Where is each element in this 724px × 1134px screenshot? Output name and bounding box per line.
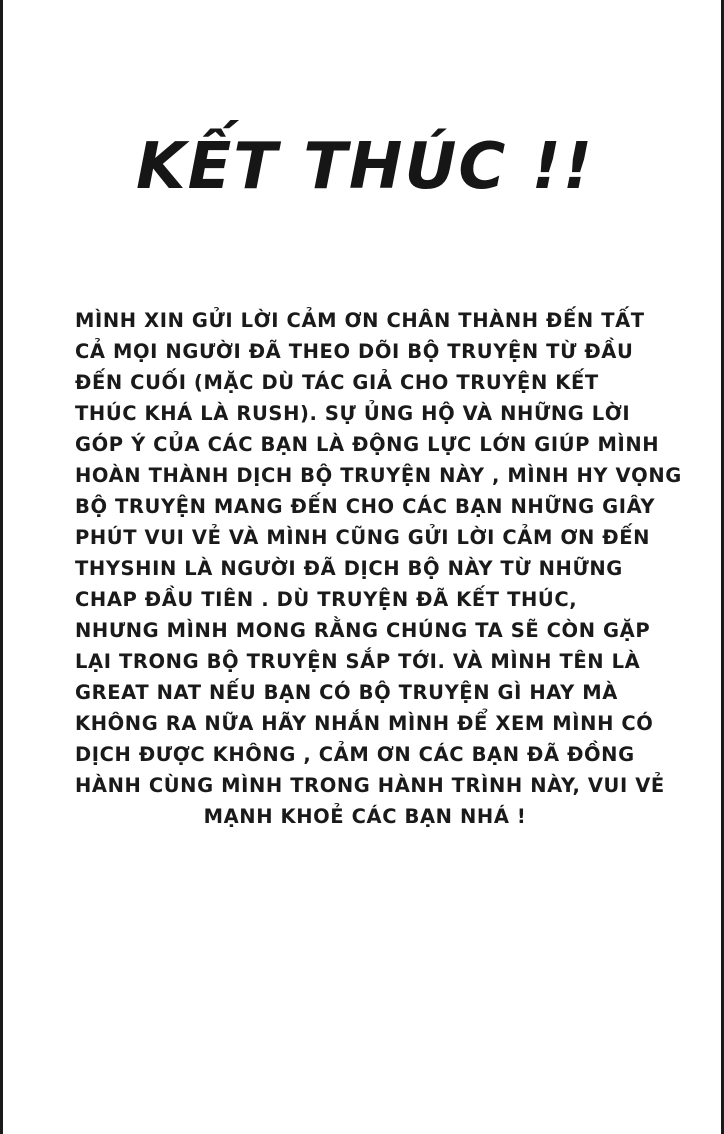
message-line: GREAT NAT NẾU BẠN CÓ BỘ TRUYỆN GÌ HAY MÀ [75,681,618,704]
message-line: KHÔNG RA NỮA HÃY NHẮN MÌNH ĐỂ XEM MÌNH CÓ [75,712,654,735]
message-line: BỘ TRUYỆN MANG ĐẾN CHO CÁC BẠN NHỮNG GIÂY [75,495,656,518]
message-line: PHÚT VUI VẺ VÀ MÌNH CŨNG GỬI LỜI CẢM ƠN ĐẾN [75,526,651,549]
message-line: THÚC KHÁ LÀ RUSH). SỰ ỦNG HỘ VÀ NHỮNG LỜI [75,402,631,425]
message-line: DỊCH ĐƯỢC KHÔNG , CẢM ƠN CÁC BẠN ĐÃ ĐỒNG [75,743,635,766]
page-title: KẾT THÚC !! [135,130,595,204]
message-line: HOÀN THÀNH DỊCH BỘ TRUYỆN NÀY , MÌNH HY VỌNG [75,464,682,487]
message-line: THYSHIN LÀ NGƯỜI ĐÃ DỊCH BỘ NÀY TỪ NHỮNG [75,557,623,580]
message-line: HÀNH CÙNG MÌNH TRONG HÀNH TRÌNH NÀY, VUI VẺ [75,774,665,797]
message-line: NHƯNG MÌNH MONG RẰNG CHÚNG TA SẼ CÒN GẶP [75,619,651,642]
message-line: CHAP ĐẦU TIÊN . DÙ TRUYỆN ĐÃ KẾT THÚC, [75,588,578,611]
message-line: GÓP Ý CỦA CÁC BẠN LÀ ĐỘNG LỰC LỚN GIÚP MÌNH [75,433,660,456]
message-line: ĐẾN CUỐI (MẶC DÙ TÁC GIẢ CHO TRUYỆN KẾT [75,371,599,394]
message-line: MÌNH XIN GỬI LỜI CẢM ƠN CHÂN THÀNH ĐẾN TẤT [75,309,645,332]
message-line: CẢ MỌI NGƯỜI ĐÃ THEO DÕI BỘ TRUYỆN TỪ ĐẦU [75,340,634,363]
thank-you-message [75,305,682,832]
message-line: MẠNH KHOẺ CÁC BẠN NHÁ ! [203,805,527,828]
message-line: LẠI TRONG BỘ TRUYỆN SẮP TỚI. VÀ MÌNH TÊN LÀ [75,650,641,673]
